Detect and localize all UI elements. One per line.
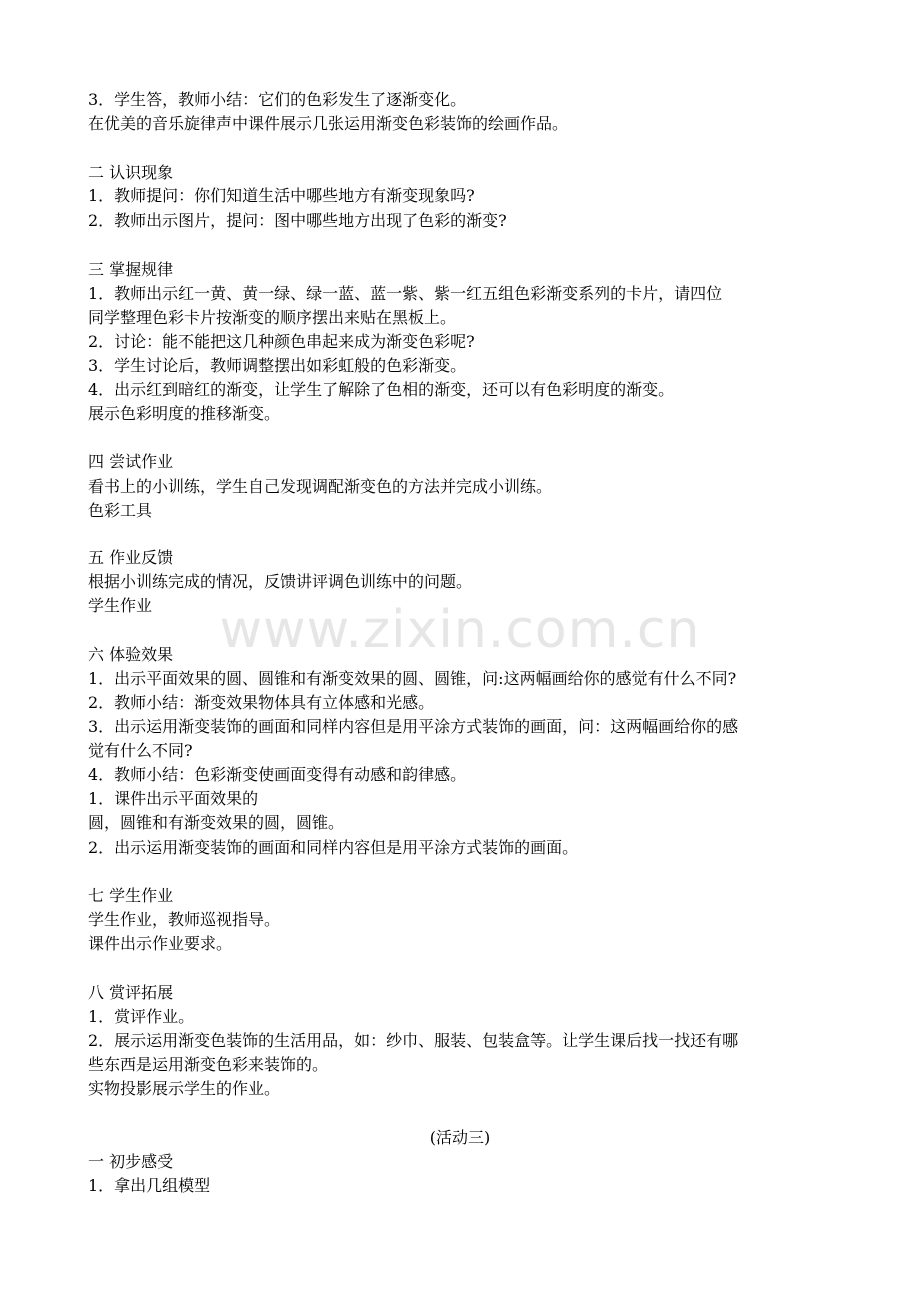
paragraph-line: 1．拿出几组模型 [88, 1176, 211, 1195]
paragraph-line: 同学整理色彩卡片按渐变的顺序摆出来贴在黑板上。 [88, 308, 457, 327]
paragraph-line: 1．教师提问：你们知道生活中哪些地方有渐变现象吗? [88, 186, 475, 205]
paragraph-line: 2．教师小结：渐变效果物体具有立体感和光感。 [88, 693, 435, 712]
paragraph-line: 2．展示运用渐变色装饰的生活用品，如：纱巾、服装、包装盒等。让学生课后找一找还有哪 [88, 1031, 739, 1050]
paragraph-line: 觉有什么不同? [88, 741, 193, 760]
paragraph-line: 4．教师小结：色彩渐变使画面变得有动感和韵律感。 [88, 765, 467, 784]
paragraph-line: 1．课件出示平面效果的 [88, 789, 259, 808]
paragraph-line: 4．出示红到暗红的渐变，让学生了解除了色相的渐变，还可以有色彩明度的渐变。 [88, 380, 675, 399]
paragraph-line: 2．教师出示图片，提问：图中哪些地方出现了色彩的渐变? [88, 211, 507, 230]
paragraph-line: 1．赏评作业。 [88, 1007, 195, 1026]
section-heading: 二 认识现象 [88, 163, 174, 182]
section-heading: 一 初步感受 [88, 1152, 174, 1171]
paragraph-line: 3．学生答，教师小结：它们的色彩发生了逐渐变化。 [88, 90, 467, 109]
section-heading: 八 赏评拓展 [88, 983, 174, 1002]
paragraph-line: 看书上的小训练，学生自己发现调配渐变色的方法并完成小训练。 [88, 477, 553, 496]
paragraph-line: 圆，圆锥和有渐变效果的圆，圆锥。 [88, 813, 345, 832]
section-heading: 三 掌握规律 [88, 260, 174, 279]
paragraph-line: 2．讨论：能不能把这几种颜色串起来成为渐变色彩呢? [88, 332, 475, 351]
paragraph-line: 色彩工具 [88, 501, 153, 520]
paragraph-line: 学生作业，教师巡视指导。 [88, 910, 281, 929]
paragraph-line: 课件出示作业要求。 [88, 934, 233, 953]
paragraph-line: 3．出示运用渐变装饰的画面和同样内容但是用平涂方式装饰的画面，问：这两幅画给你的感 [88, 717, 739, 736]
paragraph-line: 3．学生讨论后，教师调整摆出如彩虹般的色彩渐变。 [88, 356, 467, 375]
section-heading: 四 尝试作业 [88, 452, 174, 471]
section-heading: 五 作业反馈 [88, 548, 174, 567]
paragraph-line: 2．出示运用渐变装饰的画面和同样内容但是用平涂方式装饰的画面。 [88, 838, 579, 857]
section-heading: 七 学生作业 [88, 886, 174, 905]
paragraph-line: 1．教师出示红一黄、黄一绿、绿一蓝、蓝一紫、紫一红五组色彩渐变系列的卡片，请四位 [88, 284, 723, 303]
paragraph-line: 1．出示平面效果的圆、圆锥和有渐变效果的圆、圆锥，问:这两幅画给你的感觉有什么不同? [88, 669, 737, 688]
paragraph-line: 学生作业 [88, 596, 153, 615]
paragraph-line: 实物投影展示学生的作业。 [88, 1079, 281, 1098]
paragraph-line: 根据小训练完成的情况，反馈讲评调色训练中的问题。 [88, 572, 473, 591]
section-heading: 六 体验效果 [88, 645, 174, 664]
paragraph-line: 展示色彩明度的推移渐变。 [88, 404, 281, 423]
paragraph-line: 些东西是运用渐变色彩来装饰的。 [88, 1055, 329, 1074]
paragraph-line: 在优美的音乐旋律声中课件展示几张运用渐变色彩装饰的绘画作品。 [88, 114, 569, 133]
watermark: www.zixin.com.cn [219, 600, 701, 660]
activity-title: (活动三) [429, 1128, 491, 1147]
